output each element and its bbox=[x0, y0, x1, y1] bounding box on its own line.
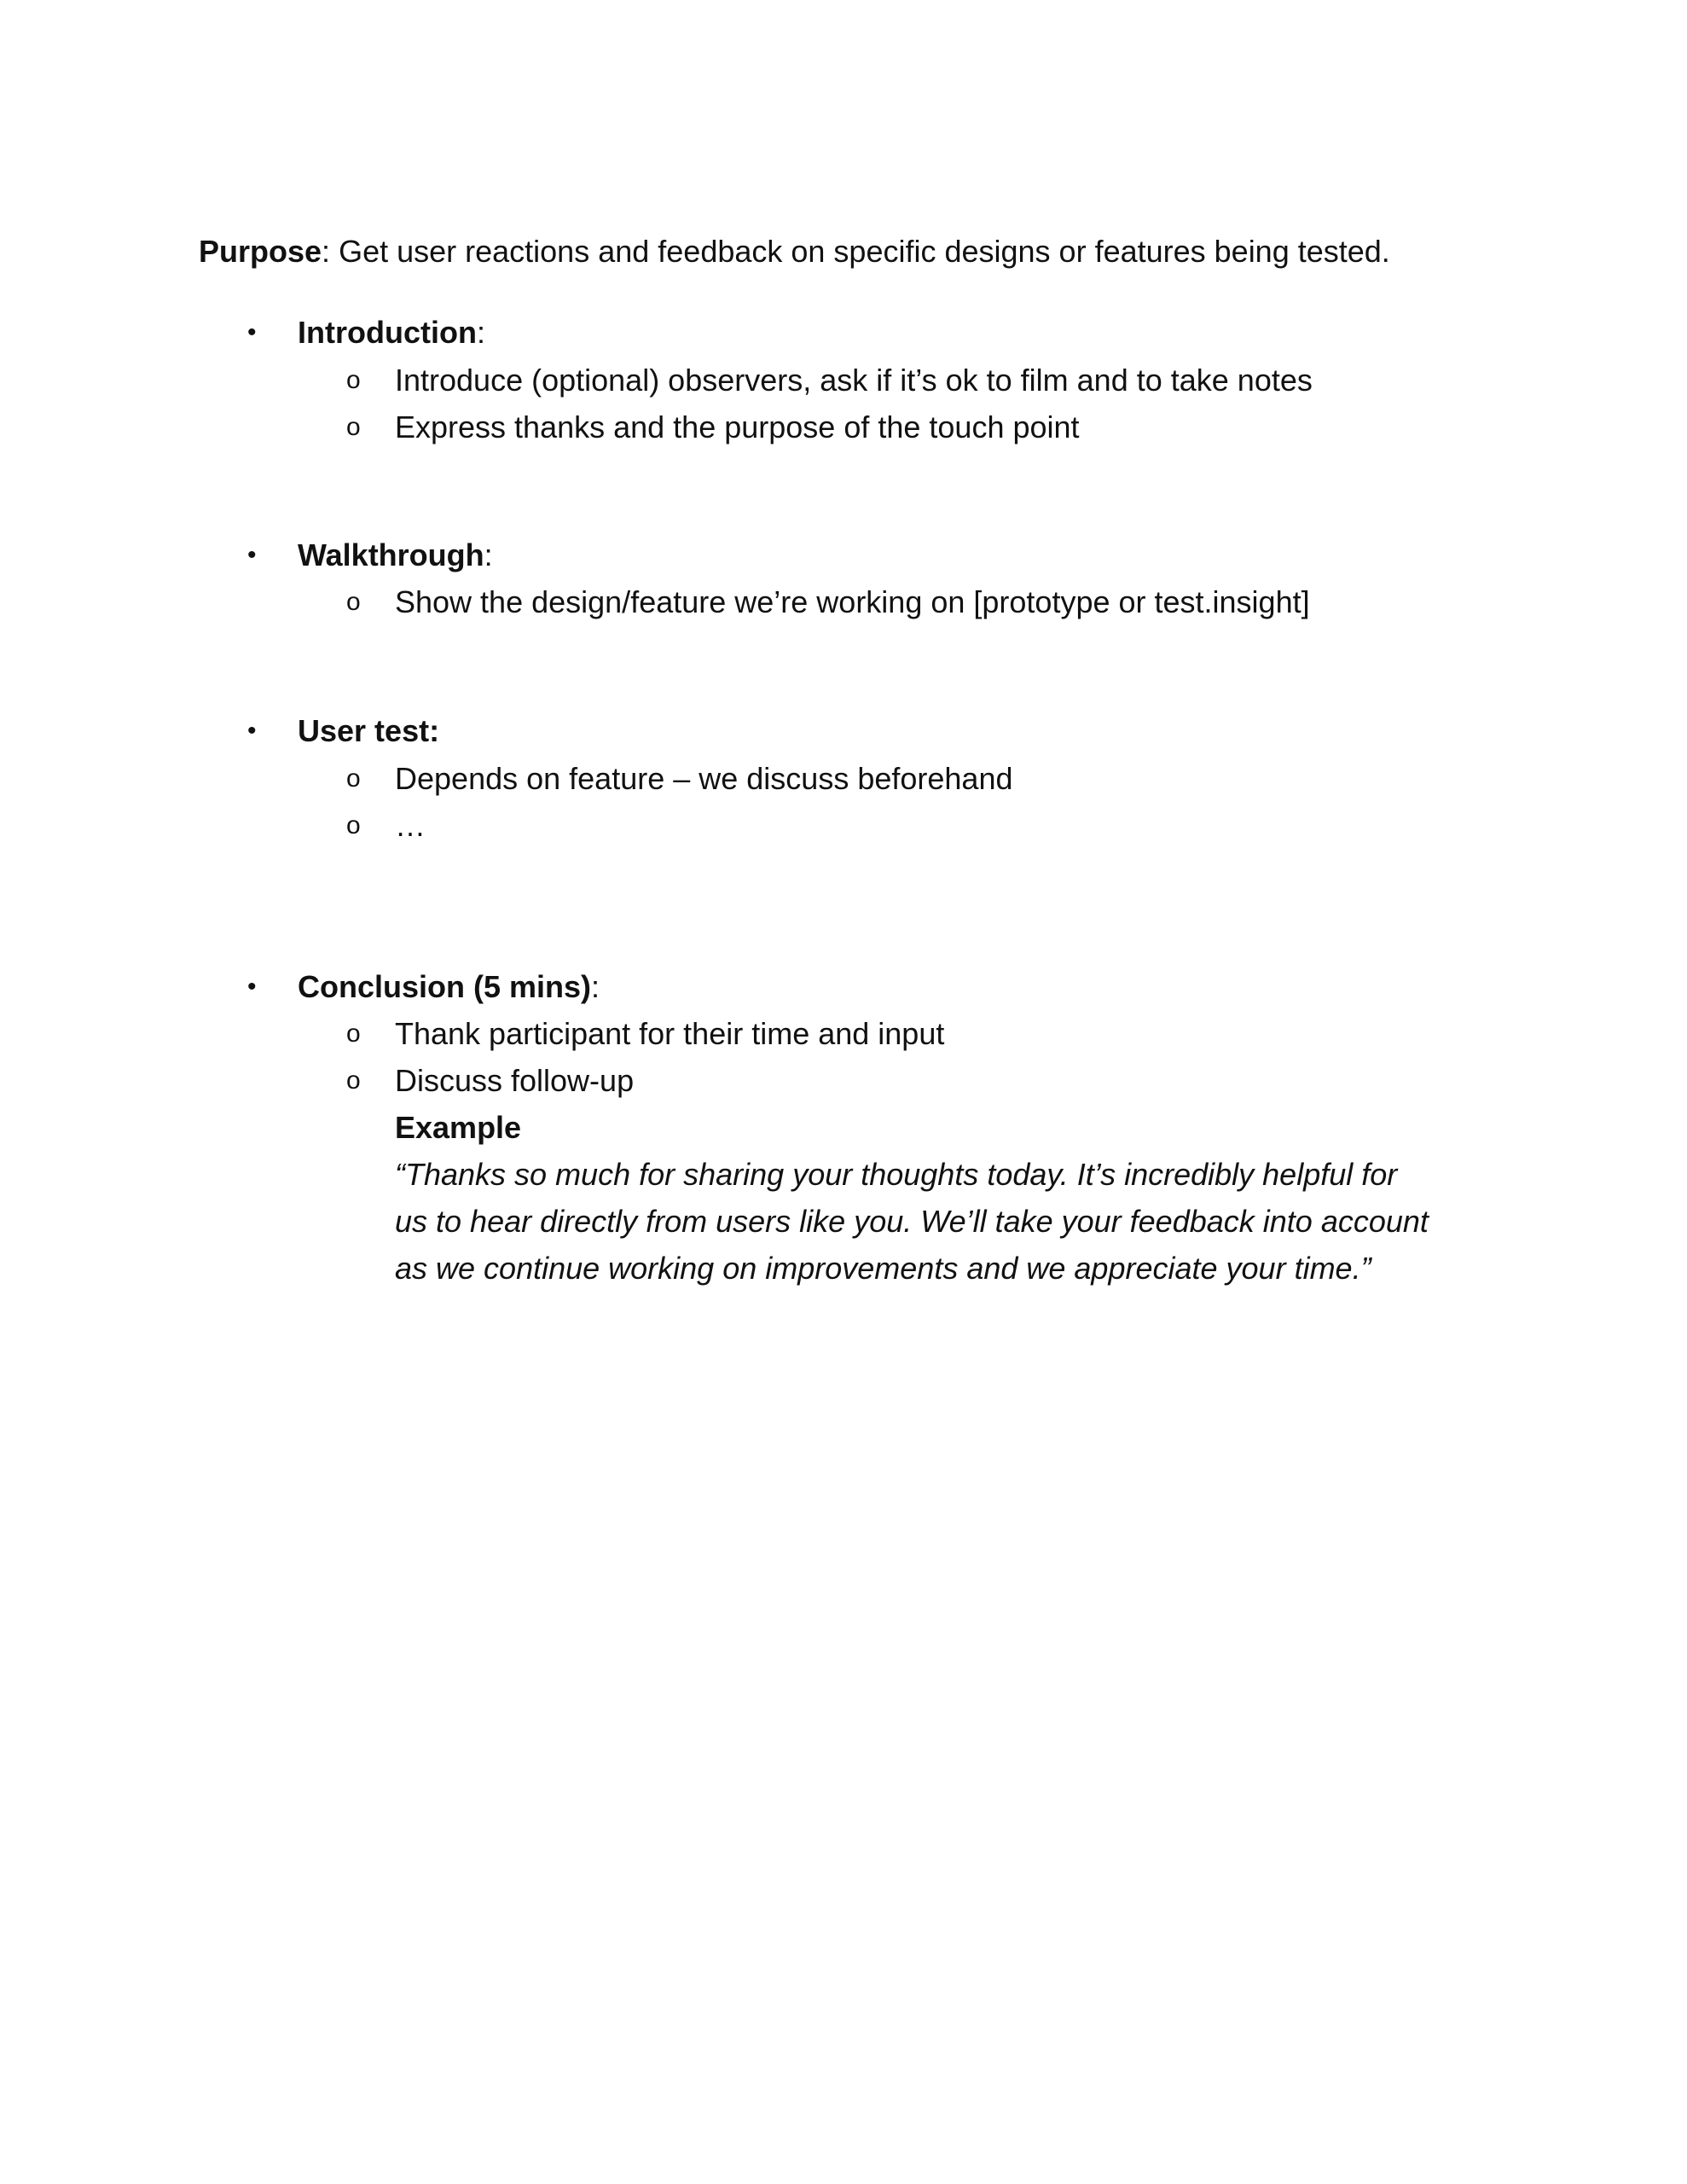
list-item: Express thanks and the purpose of the touch point bbox=[395, 410, 1080, 444]
purpose-line bbox=[199, 228, 1390, 275]
sub-bullet-marker: o bbox=[346, 1066, 361, 1095]
bullet-marker: • bbox=[247, 318, 257, 346]
example-quote-line: as we continue working on improvements and we appreciate your time.” bbox=[395, 1251, 1371, 1286]
list-item: … bbox=[395, 808, 426, 843]
bullet-marker: • bbox=[247, 541, 257, 569]
sub-bullet-marker: o bbox=[346, 764, 361, 793]
sub-bullet-marker: o bbox=[346, 1019, 361, 1048]
sub-bullet-marker: o bbox=[346, 588, 361, 616]
sub-bullet-marker: o bbox=[346, 366, 361, 394]
purpose-label: Purpose bbox=[199, 234, 322, 269]
list-item: Depends on feature – we discuss beforehand bbox=[395, 761, 1013, 796]
sub-bullet-marker: o bbox=[346, 811, 361, 839]
list-item: Show the design/feature we’re working on [prototype or test.insight] bbox=[395, 584, 1310, 619]
section-heading-walkthrough bbox=[298, 531, 493, 578]
section-heading-text: Conclusion (5 mins) bbox=[298, 969, 592, 1004]
section-heading-text: User test: bbox=[298, 713, 440, 748]
sub-bullet-marker: o bbox=[346, 413, 361, 441]
section-heading-suffix: : bbox=[591, 969, 600, 1004]
example-block bbox=[395, 1104, 1504, 1292]
bullet-marker: • bbox=[247, 717, 257, 745]
section-heading-conclusion bbox=[298, 963, 600, 1010]
list-item: Thank participant for their time and input bbox=[395, 1016, 945, 1051]
purpose-separator: : bbox=[322, 234, 331, 269]
section-heading-text: Introduction bbox=[298, 315, 477, 350]
example-label: Example bbox=[395, 1110, 522, 1145]
list-item: Discuss follow-up bbox=[395, 1063, 635, 1098]
purpose-text: Get user reactions and feedback on specific designs or features being tested. bbox=[330, 234, 1390, 269]
list-item: Introduce (optional) observers, ask if it’s ok to film and to take notes bbox=[395, 363, 1313, 398]
bullet-marker: • bbox=[247, 973, 257, 1001]
section-heading-introduction bbox=[298, 309, 485, 356]
example-quote-line: “Thanks so much for sharing your thoughts today. It’s incredibly helpful for bbox=[395, 1157, 1398, 1192]
section-heading-suffix: : bbox=[476, 315, 485, 350]
section-heading-suffix: : bbox=[484, 537, 493, 572]
section-heading-user-test bbox=[298, 707, 439, 754]
section-heading-text: Walkthrough bbox=[298, 537, 484, 572]
example-quote-line: us to hear directly from users like you. We’ll take your feedback into account bbox=[395, 1204, 1429, 1239]
